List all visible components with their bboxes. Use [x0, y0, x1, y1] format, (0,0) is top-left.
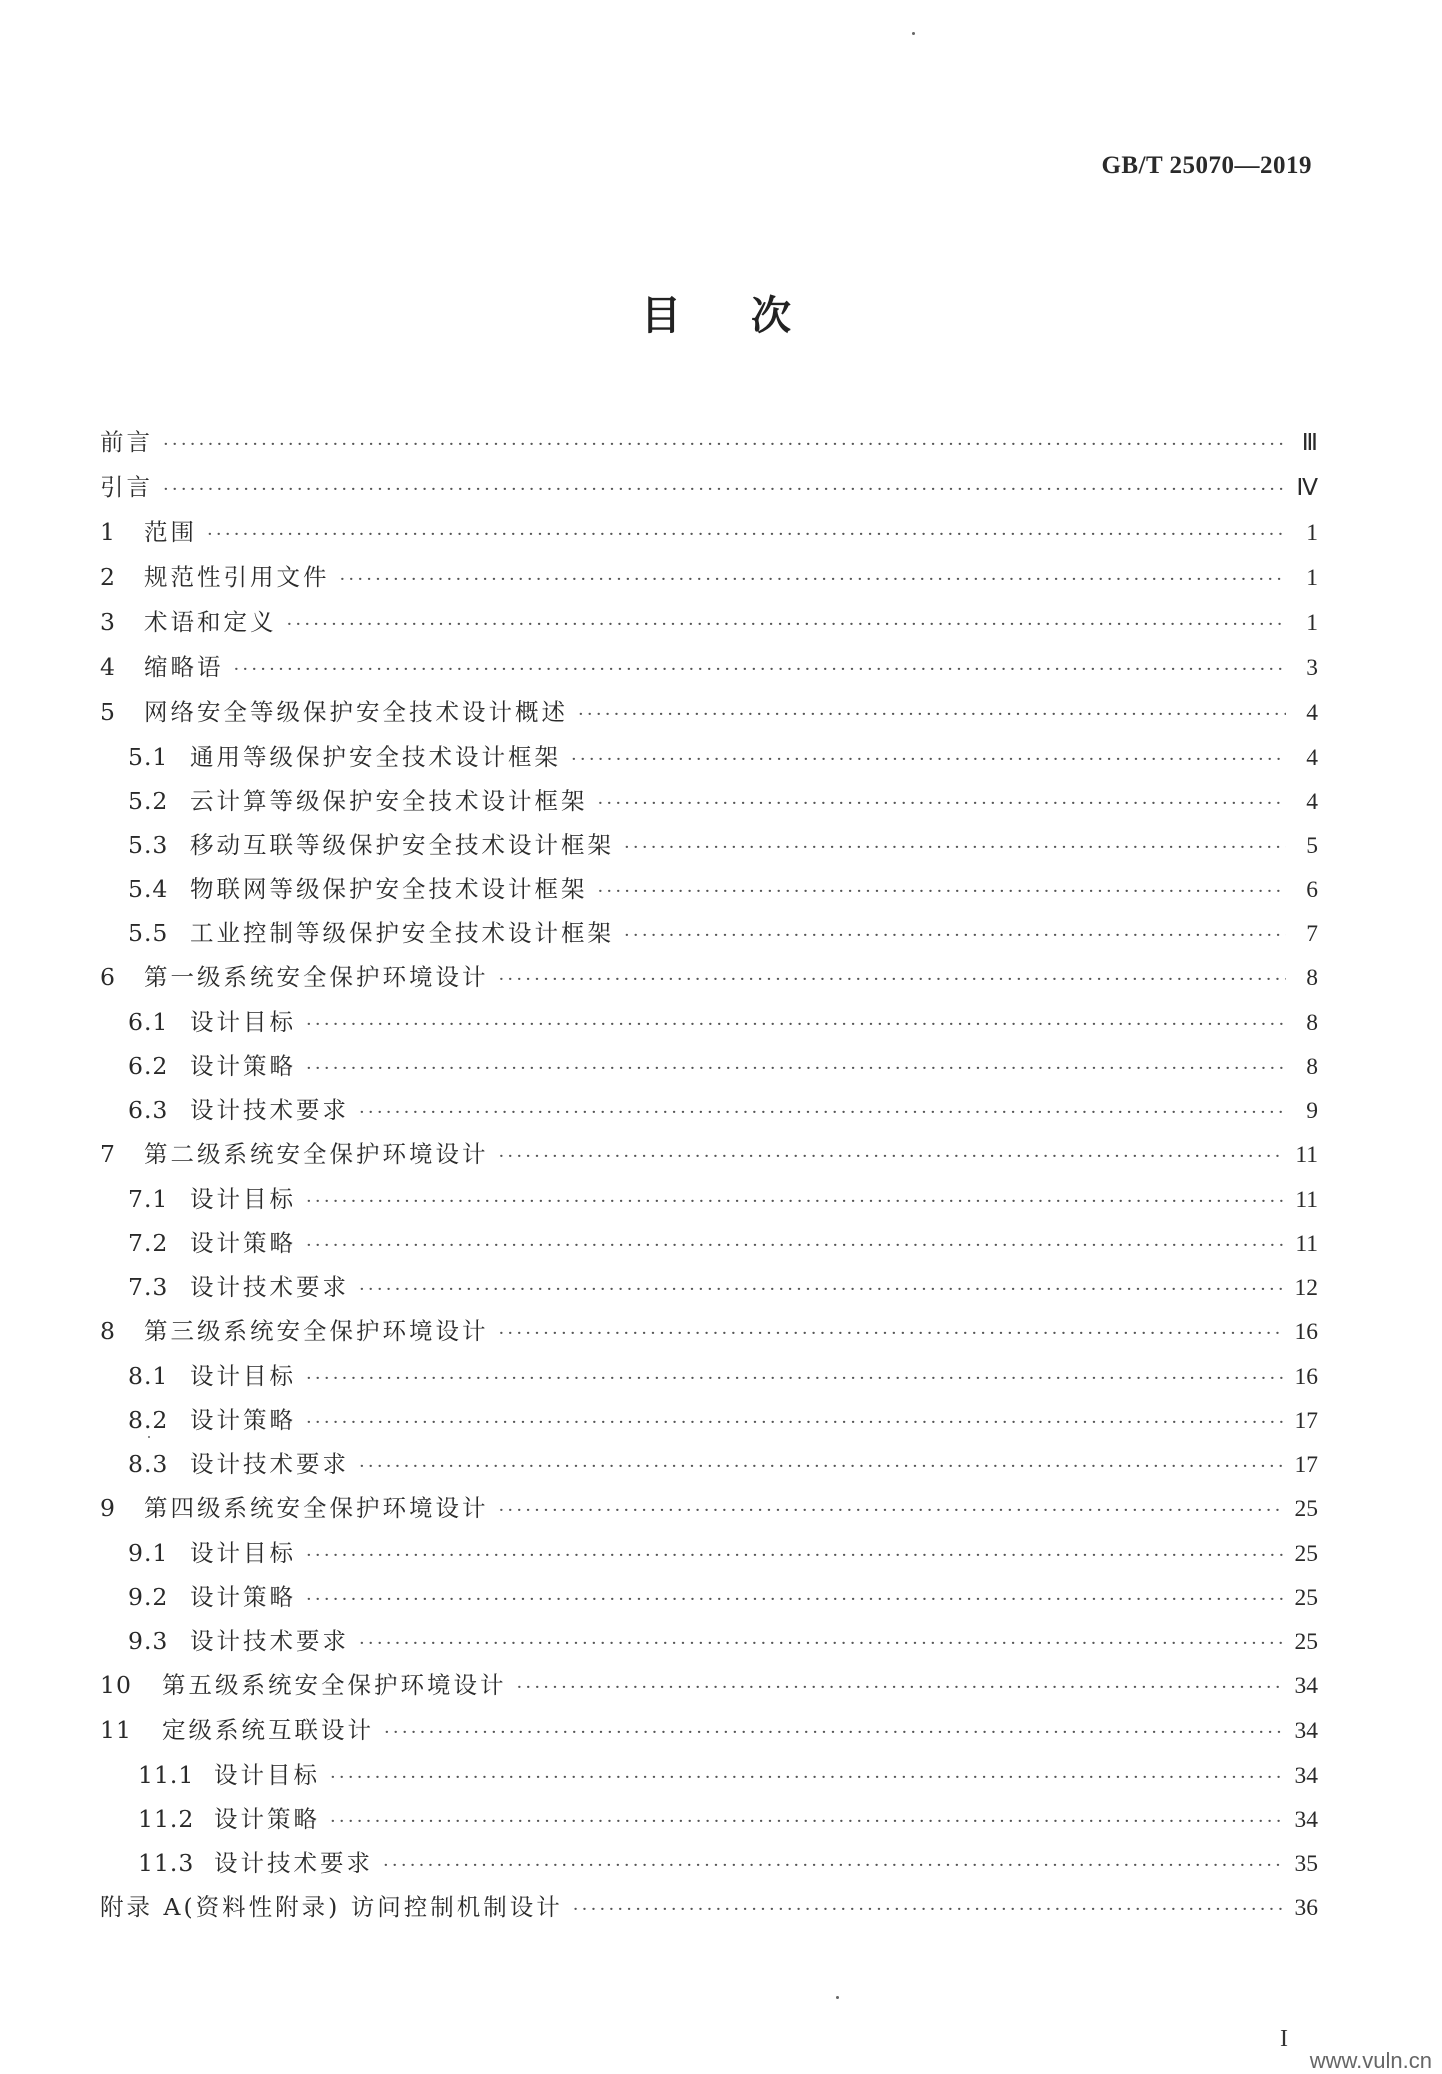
dot-leader: [330, 1756, 1285, 1800]
dot-leader: [287, 602, 1287, 647]
scan-speck: [148, 1436, 150, 1438]
toc-entry-number: 8: [100, 1317, 116, 1345]
toc-entry-page: 16: [1294, 1319, 1318, 1345]
toc-entry-title: 物联网等级保护安全技术设计框架: [190, 875, 588, 903]
toc-entry-page: 5: [1306, 833, 1318, 859]
toc-entry-title: 云计算等级保护安全技术设计框架: [190, 787, 588, 815]
toc-entry-number: 7.3: [128, 1273, 169, 1301]
dot-leader: [306, 1534, 1285, 1578]
dot-leader: [624, 826, 1286, 870]
toc-entry-number: 11: [100, 1716, 132, 1744]
toc-entry-number: 11.3: [138, 1849, 195, 1877]
toc-entry[interactable]: [100, 1309, 1318, 1354]
dot-leader: [306, 1003, 1286, 1047]
toc-entry[interactable]: [100, 1797, 1318, 1841]
dot-leader: [571, 738, 1286, 782]
toc-entry-title: 设计技术要求: [190, 1450, 349, 1478]
toc-entry-page: 4: [1306, 745, 1318, 771]
dot-leader: [598, 782, 1287, 826]
watermark: www.vuln.cn: [1309, 2048, 1432, 2073]
dot-leader: [499, 957, 1287, 1002]
toc-entry-page: 34: [1294, 1763, 1318, 1789]
toc-entry-number: 5.5: [128, 919, 169, 947]
dot-leader: [163, 422, 1286, 467]
toc-entry[interactable]: [100, 1486, 1318, 1531]
table-of-contents: [100, 420, 1318, 1930]
toc-entry-page: Ⅲ: [1301, 430, 1318, 456]
dot-leader: [499, 1311, 1285, 1356]
toc-entry-title: 设计策略: [190, 1583, 296, 1611]
toc-entry-number: 8.2: [128, 1406, 169, 1434]
dot-leader: [578, 692, 1286, 737]
toc-entry-number: 2: [100, 563, 116, 591]
toc-entry[interactable]: [100, 1398, 1318, 1442]
dot-leader: [330, 1800, 1285, 1844]
toc-entry[interactable]: [100, 690, 1318, 735]
toc-entry-number: 9: [100, 1494, 116, 1522]
toc-entry-page: 25: [1294, 1629, 1318, 1655]
toc-entry[interactable]: [100, 1708, 1318, 1753]
toc-entry-title: 术语和定义: [144, 608, 277, 636]
toc-entry-title: (资料性附录) 访问控制机制设计: [183, 1893, 563, 1921]
dot-leader: [306, 1047, 1286, 1091]
toc-entry-page: 34: [1294, 1673, 1318, 1699]
dot-leader: [499, 1488, 1285, 1533]
toc-entry-page: 25: [1294, 1496, 1318, 1522]
toc-entry[interactable]: [100, 1177, 1318, 1221]
dot-leader: [306, 1401, 1285, 1445]
toc-entry[interactable]: [100, 1354, 1318, 1398]
dot-leader: [359, 1445, 1285, 1489]
toc-entry-page: 11: [1295, 1231, 1318, 1257]
toc-entry-title: 设计技术要求: [190, 1627, 349, 1655]
toc-entry-title: 定级系统互联设计: [162, 1716, 374, 1744]
toc-entry[interactable]: [100, 779, 1318, 823]
toc-entry-title: 设计策略: [190, 1406, 296, 1434]
toc-entry-page: 1: [1306, 610, 1318, 636]
dot-leader: [340, 557, 1287, 602]
toc-entry-title: 设计策略: [214, 1805, 320, 1833]
toc-entry[interactable]: [100, 1663, 1318, 1708]
toc-entry[interactable]: [100, 911, 1318, 955]
toc-entry-title: 工业控制等级保护安全技术设计框架: [190, 919, 614, 947]
toc-entry-title: 移动互联等级保护安全技术设计框架: [190, 831, 614, 859]
toc-entry[interactable]: [100, 1531, 1318, 1575]
toc-entry[interactable]: [100, 1221, 1318, 1265]
dot-leader: [383, 1844, 1285, 1888]
dot-leader: [163, 467, 1286, 512]
toc-entry-page: 7: [1306, 921, 1318, 947]
toc-entry[interactable]: [100, 1088, 1318, 1132]
toc-entry-number: 7: [100, 1140, 116, 1168]
dot-leader: [573, 1887, 1285, 1932]
toc-entry[interactable]: [100, 1619, 1318, 1663]
toc-entry[interactable]: [100, 823, 1318, 867]
toc-entry-page: 9: [1306, 1098, 1318, 1124]
toc-entry-page: 35: [1294, 1851, 1318, 1877]
toc-entry-page: 17: [1294, 1408, 1318, 1434]
toc-entry-number: 6.3: [128, 1096, 169, 1124]
toc-entry[interactable]: [100, 1841, 1318, 1885]
toc-entry[interactable]: [100, 420, 1318, 465]
toc-entry[interactable]: [100, 1885, 1318, 1930]
toc-entry-page: 11: [1295, 1187, 1318, 1213]
toc-entry-title: 第五级系统安全保护环境设计: [162, 1671, 507, 1699]
toc-entry-number: 5.3: [128, 831, 169, 859]
page-title: 目次: [641, 292, 861, 339]
toc-entry-number: 6.1: [128, 1008, 169, 1036]
toc-entry-title: 第一级系统安全保护环境设计: [144, 963, 489, 991]
scan-speck: [912, 32, 915, 35]
toc-entry-number: 8.3: [128, 1450, 169, 1478]
toc-entry-page: 4: [1306, 700, 1318, 726]
toc-entry[interactable]: [100, 1044, 1318, 1088]
dot-leader: [234, 647, 1287, 692]
toc-entry-page: 6: [1306, 877, 1318, 903]
toc-entry-number: 9.1: [128, 1539, 169, 1567]
toc-entry-page: 16: [1294, 1364, 1318, 1390]
dot-leader: [306, 1180, 1285, 1224]
dot-leader: [207, 512, 1286, 557]
toc-entry-page: 3: [1306, 655, 1318, 681]
toc-entry-number: 11.1: [138, 1761, 195, 1789]
toc-entry-title: 范围: [144, 518, 197, 546]
toc-entry-title: 第三级系统安全保护环境设计: [144, 1317, 489, 1345]
toc-entry[interactable]: [100, 1575, 1318, 1619]
toc-entry-page: 1: [1306, 565, 1318, 591]
toc-entry-number: 5.4: [128, 875, 169, 903]
toc-entry-title: 前言: [100, 428, 153, 456]
toc-entry-title: 设计技术要求: [190, 1096, 349, 1124]
toc-entry-title: 设计技术要求: [214, 1849, 373, 1877]
toc-entry[interactable]: [100, 1000, 1318, 1044]
toc-entry-title: 设计策略: [190, 1052, 296, 1080]
dot-leader: [306, 1224, 1285, 1268]
toc-entry-title: 引言: [100, 473, 153, 501]
toc-entry[interactable]: [100, 600, 1318, 645]
toc-entry-page: 36: [1294, 1895, 1318, 1921]
toc-entry-number: 8.1: [128, 1362, 169, 1390]
dot-leader: [359, 1268, 1285, 1312]
scan-speck: [836, 1996, 839, 1999]
toc-entry-title: 网络安全等级保护安全技术设计概述: [144, 698, 568, 726]
toc-entry-title: 设计目标: [190, 1008, 296, 1036]
toc-entry[interactable]: [100, 867, 1318, 911]
toc-entry-title: 缩略语: [144, 653, 224, 681]
toc-entry-title: 设计目标: [190, 1185, 296, 1213]
toc-entry-number: 附录 A: [100, 1893, 184, 1921]
dot-leader: [598, 870, 1287, 914]
toc-entry-number: 9.2: [128, 1583, 169, 1611]
dot-leader: [306, 1578, 1285, 1622]
toc-entry-number: 5: [100, 698, 116, 726]
toc-entry-page: 1: [1306, 520, 1318, 546]
dot-leader: [306, 1357, 1285, 1401]
toc-entry[interactable]: [100, 735, 1318, 779]
toc-entry-number: 7.1: [128, 1185, 169, 1213]
toc-entry[interactable]: [100, 1132, 1318, 1177]
toc-entry-number: 7.2: [128, 1229, 169, 1257]
toc-entry-page: 8: [1306, 965, 1318, 991]
toc-entry[interactable]: [100, 645, 1318, 690]
toc-entry-page: 34: [1294, 1807, 1318, 1833]
toc-entry-title: 设计目标: [214, 1761, 320, 1789]
dot-leader: [384, 1710, 1285, 1755]
toc-entry-title: 设计目标: [190, 1362, 296, 1390]
toc-entry-page: 8: [1306, 1010, 1318, 1036]
dot-leader: [499, 1134, 1286, 1179]
toc-entry-page: 11: [1295, 1142, 1318, 1168]
toc-entry-title: 第四级系统安全保护环境设计: [144, 1494, 489, 1522]
toc-entry-title: 第二级系统安全保护环境设计: [144, 1140, 489, 1168]
toc-entry-title: 设计技术要求: [190, 1273, 349, 1301]
toc-entry-number: 6.2: [128, 1052, 169, 1080]
toc-entry[interactable]: [100, 1753, 1318, 1797]
standard-number: GB/T 25070—2019: [1101, 152, 1312, 179]
toc-entry-number: 5.1: [128, 743, 169, 771]
toc-entry[interactable]: [100, 955, 1318, 1000]
toc-entry-title: 通用等级保护安全技术设计框架: [190, 743, 561, 771]
toc-entry-page: 34: [1294, 1718, 1318, 1744]
toc-entry-page: 4: [1306, 789, 1318, 815]
toc-entry-title: 设计目标: [190, 1539, 296, 1567]
toc-entry-number: 3: [100, 608, 116, 636]
toc-entry-number: 1: [100, 518, 116, 546]
toc-entry-title: 设计策略: [190, 1229, 296, 1257]
toc-entry-title: 规范性引用文件: [144, 563, 330, 591]
toc-entry-page: 25: [1294, 1585, 1318, 1611]
toc-entry-number: 5.2: [128, 787, 169, 815]
toc-entry-page: 17: [1294, 1452, 1318, 1478]
page-number: I: [1280, 2026, 1288, 2052]
toc-entry-page: 8: [1306, 1054, 1318, 1080]
toc-entry-number: 11.2: [138, 1805, 195, 1833]
dot-leader: [517, 1665, 1285, 1710]
toc-entry-number: 6: [100, 963, 116, 991]
toc-entry-page: 25: [1294, 1541, 1318, 1567]
toc-entry-number: 4: [100, 653, 116, 681]
toc-entry-number: 9.3: [128, 1627, 169, 1655]
dot-leader: [624, 914, 1286, 958]
dot-leader: [359, 1622, 1285, 1666]
toc-entry-page: Ⅳ: [1296, 475, 1318, 501]
toc-entry[interactable]: [100, 510, 1318, 555]
toc-entry[interactable]: [100, 1442, 1318, 1486]
toc-entry-page: 12: [1294, 1275, 1318, 1301]
toc-entry[interactable]: [100, 555, 1318, 600]
dot-leader: [359, 1091, 1286, 1135]
toc-entry[interactable]: [100, 1265, 1318, 1309]
toc-entry-number: 10: [100, 1671, 132, 1699]
toc-entry[interactable]: [100, 465, 1318, 510]
